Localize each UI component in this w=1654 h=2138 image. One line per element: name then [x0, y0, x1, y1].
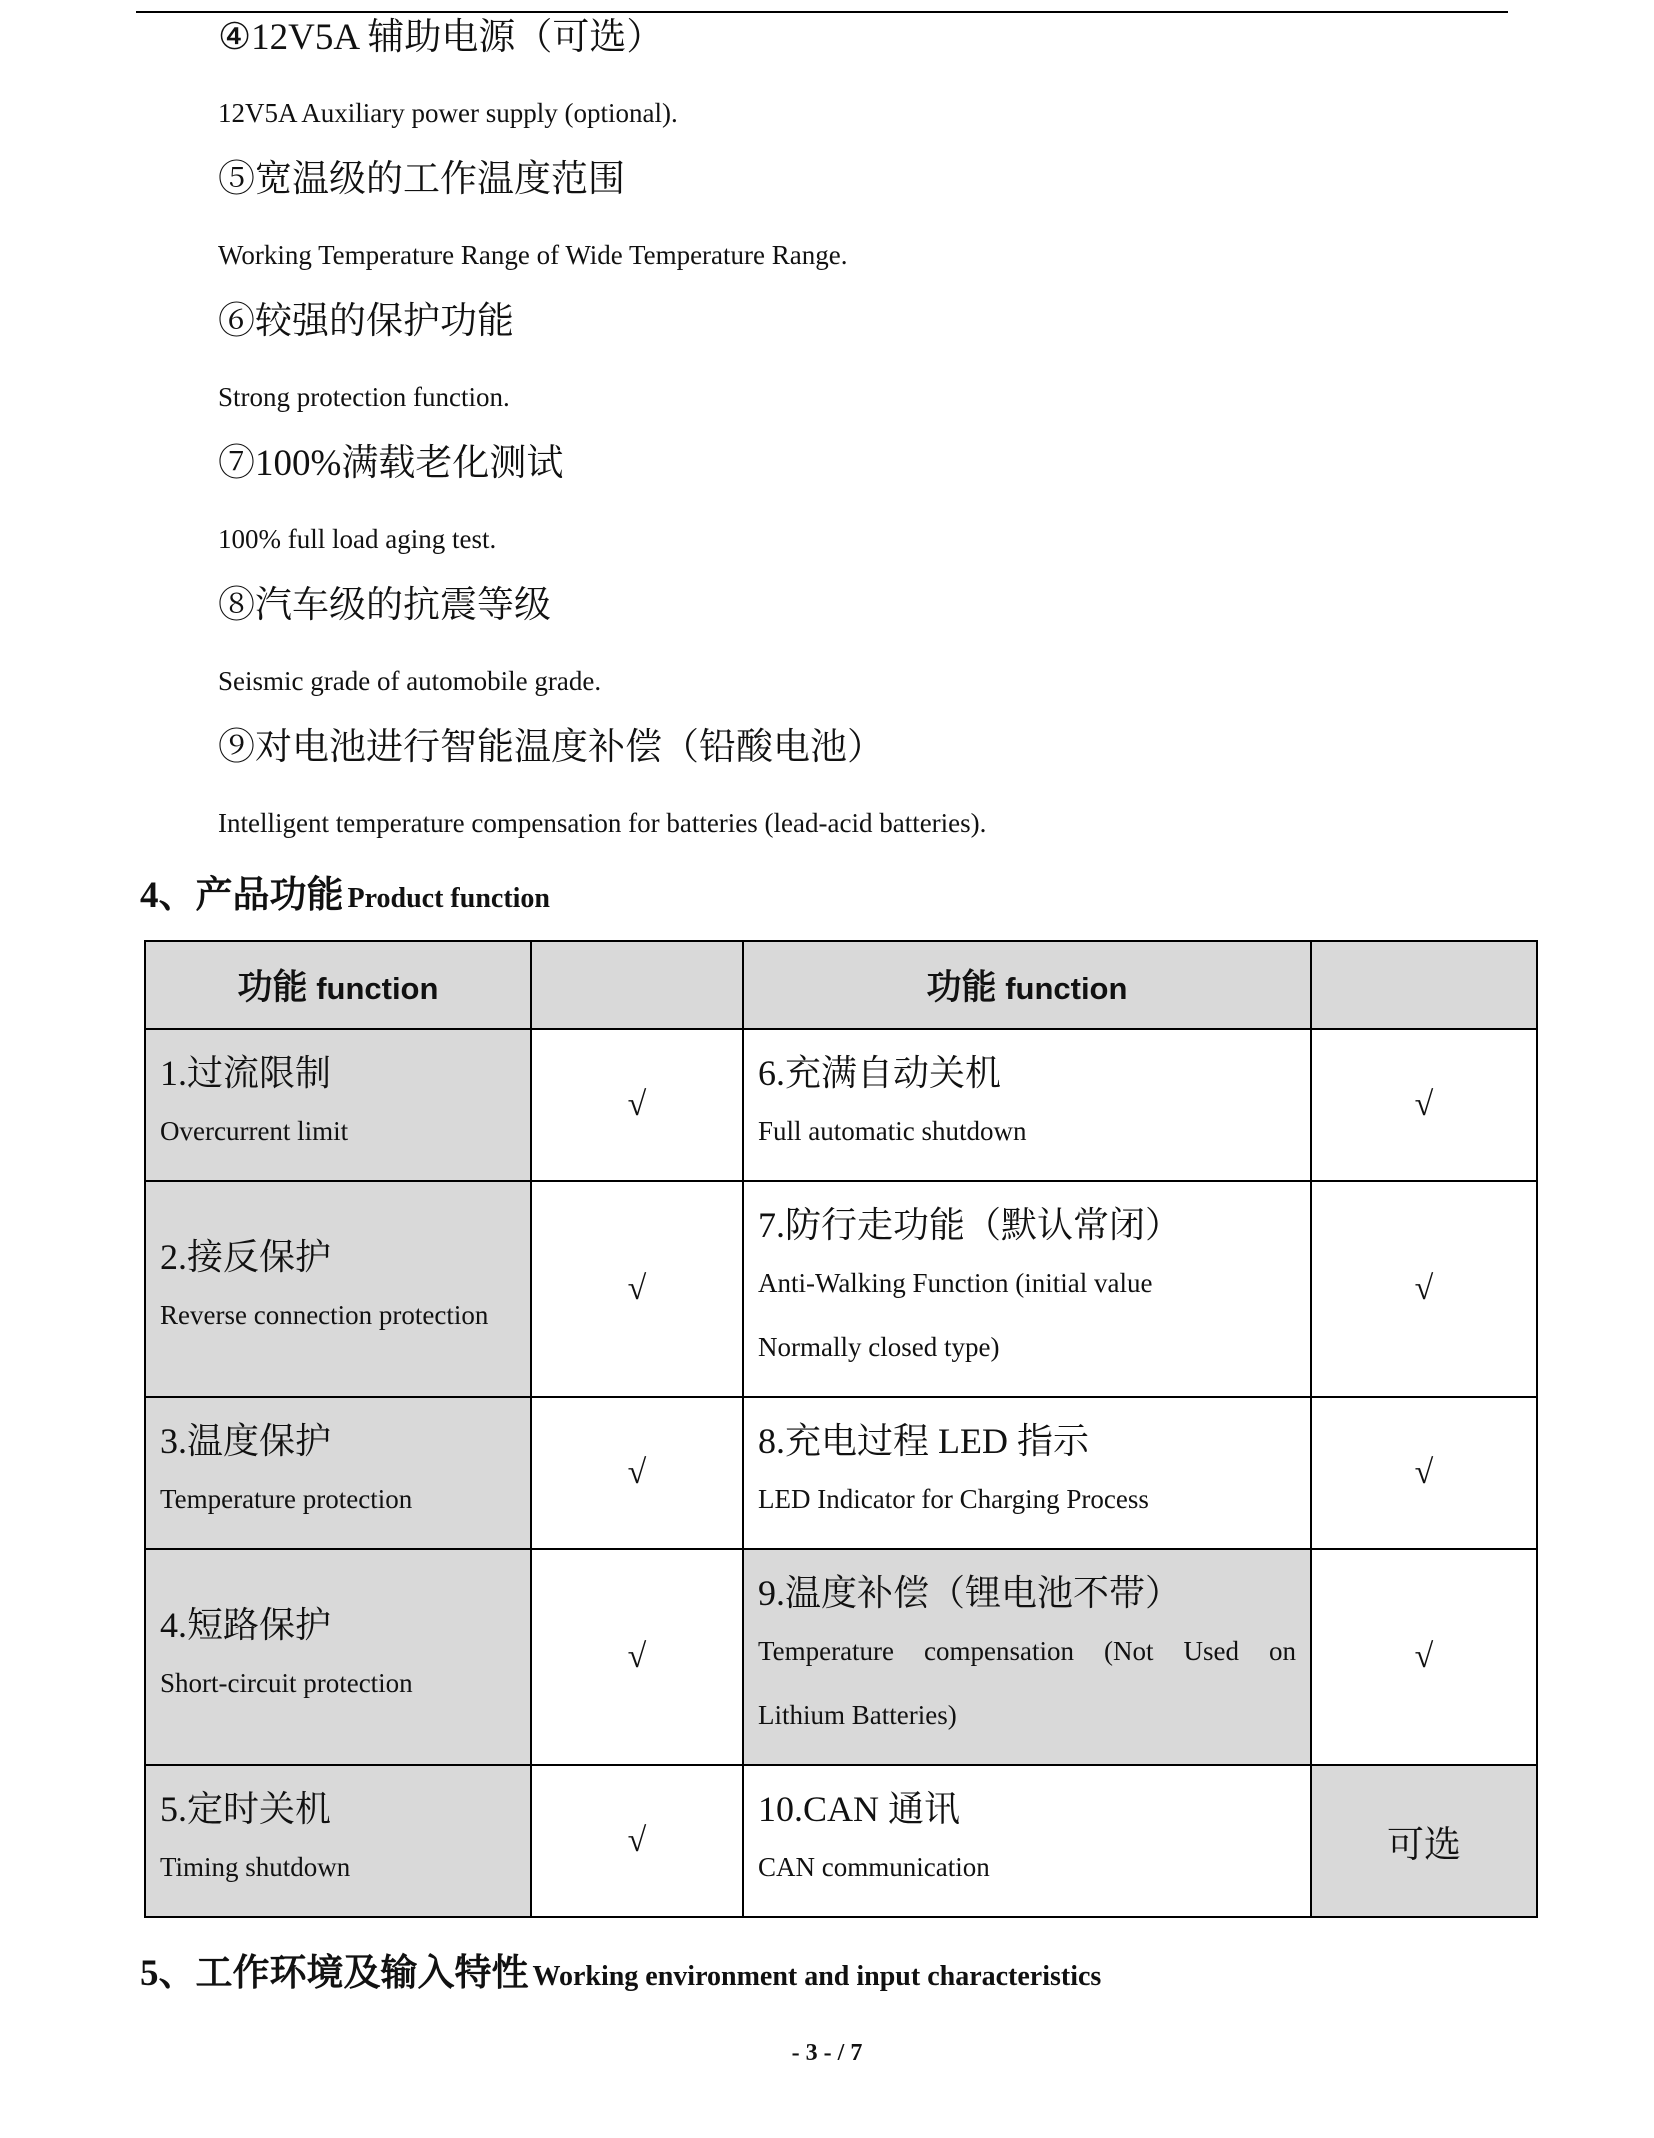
section-heading-product-function	[140, 864, 550, 918]
feature-en: Strong protection function.	[218, 382, 510, 412]
section-heading-en: Product function	[347, 883, 550, 914]
function-cell: 7.防行走功能（默认常闭） Anti-Walking Function (initial value Normally closed type)	[743, 1181, 1311, 1397]
feature-en: Seismic grade of automobile grade.	[218, 666, 602, 696]
feature-item	[218, 568, 1468, 710]
check-mark: √	[1311, 1397, 1537, 1549]
feature-cn: ④12V5A 辅助电源（可选）	[218, 17, 664, 58]
header-blank	[531, 941, 743, 1029]
feature-cn: ⑨对电池进行智能温度补偿（铅酸电池）	[218, 727, 884, 768]
section-heading-cn: 4、产品功能	[140, 875, 344, 916]
table-header-row	[145, 941, 1537, 1029]
table-row	[145, 1029, 1537, 1181]
section-heading-working-environment	[140, 1942, 1101, 1996]
function-cell: 3.温度保护 Temperature protection	[145, 1397, 531, 1549]
check-mark: √	[1311, 1029, 1537, 1181]
optional-mark: 可选	[1311, 1765, 1537, 1917]
function-cell: 1.过流限制 Overcurrent limit	[145, 1029, 531, 1181]
check-mark: √	[531, 1397, 743, 1549]
feature-cn: ⑤宽温级的工作温度范围	[218, 159, 625, 200]
table-row	[145, 1765, 1537, 1917]
feature-item	[218, 0, 1468, 142]
check-mark: √	[1311, 1549, 1537, 1765]
feature-en: 100% full load aging test.	[218, 524, 497, 554]
check-mark: √	[531, 1765, 743, 1917]
page-number: - 3 - / 7	[791, 2040, 863, 2066]
function-cell: 9.温度补偿（锂电池不带） Temperature compensation (Not Used on Lithium Batteries)	[743, 1549, 1311, 1765]
check-mark: √	[531, 1181, 743, 1397]
check-mark: √	[531, 1549, 743, 1765]
feature-en: 12V5A Auxiliary power supply (optional).	[218, 98, 678, 128]
feature-item	[218, 142, 1468, 284]
function-cell: 5.定时关机 Timing shutdown	[145, 1765, 531, 1917]
section-heading-cn: 5、工作环境及输入特性	[140, 1953, 529, 1994]
function-cell: 6.充满自动关机 Full automatic shutdown	[743, 1029, 1311, 1181]
header-function: 功能 function	[145, 941, 531, 1029]
table-row	[145, 1181, 1537, 1397]
feature-item	[218, 710, 1468, 852]
check-mark: √	[1311, 1181, 1537, 1397]
function-cell: 2.接反保护 Reverse connection protection	[145, 1181, 531, 1397]
feature-item	[218, 426, 1468, 568]
section-heading-en: Working environment and input characteristics	[532, 1961, 1102, 1992]
feature-en: Intelligent temperature compensation for batteries (lead-acid batteries).	[218, 808, 987, 838]
feature-item	[218, 284, 1468, 426]
function-cell: 10.CAN 通讯 CAN communication	[743, 1765, 1311, 1917]
header-blank	[1311, 941, 1537, 1029]
feature-cn: ⑧汽车级的抗震等级	[218, 585, 551, 626]
feature-cn: ⑦100%满载老化测试	[218, 443, 564, 484]
table-row	[145, 1397, 1537, 1549]
function-cell: 4.短路保护 Short-circuit protection	[145, 1549, 531, 1765]
feature-en: Working Temperature Range of Wide Temperature Range.	[218, 240, 848, 270]
header-function: 功能 function	[743, 941, 1311, 1029]
feature-cn: ⑥较强的保护功能	[218, 301, 514, 342]
table-row	[145, 1549, 1537, 1765]
function-cell: 8.充电过程 LED 指示 LED Indicator for Charging Process	[743, 1397, 1311, 1549]
product-function-table	[144, 940, 1538, 1918]
feature-list	[218, 0, 1468, 852]
check-mark: √	[531, 1029, 743, 1181]
